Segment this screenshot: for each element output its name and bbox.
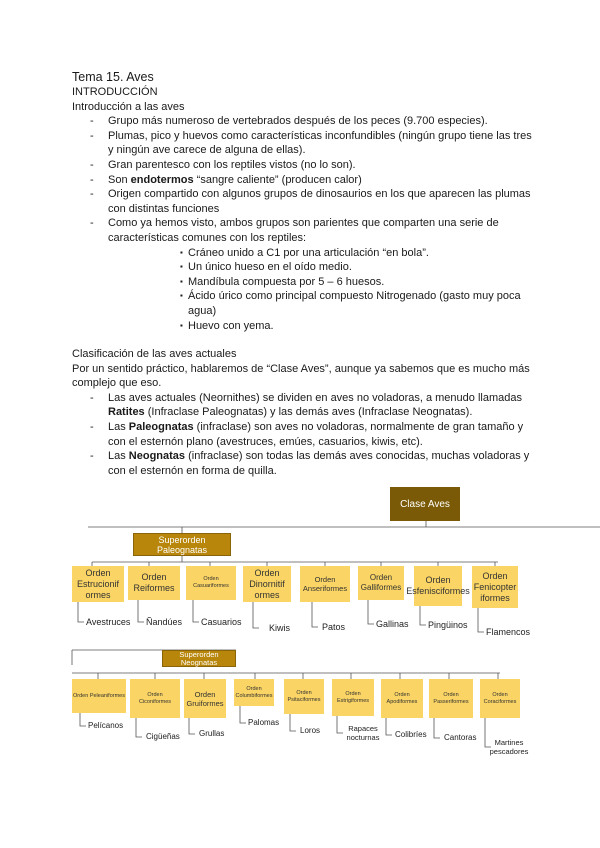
leaf-label: Casuarios <box>201 617 242 627</box>
order-node: Orden Reiformes <box>128 566 180 600</box>
bold-term: Ratites <box>108 406 145 419</box>
text-run: Como ya hemos visto, ambos grupos son parientes que comparten una serie de características comunes con los reptiles: <box>108 217 499 244</box>
order-node: Orden Dinornitif ormes <box>243 566 291 602</box>
root-node: Clase Aves <box>390 487 460 521</box>
leaf-label: Loros <box>300 726 321 735</box>
intro-heading: Introducción a las aves <box>72 100 185 113</box>
leaf-label: Gallinas <box>376 619 409 629</box>
text-run: Las <box>108 450 129 463</box>
order-node: Orden Psitaciformes <box>284 679 324 714</box>
order-node: Orden Anseriformes <box>300 566 350 602</box>
leaf-label: Colibríes <box>395 730 427 739</box>
bold-term: Paleognatas <box>128 421 194 434</box>
list-item: - Gran parentesco con los reptiles vistos (no lo son). <box>72 158 532 173</box>
order-node: Orden Peleaniformes <box>72 679 126 713</box>
leaf-label: Cigüeñas <box>146 732 180 741</box>
text-run: (infraclase) son todas las demás aves conocidas, muchas voladoras y con el esternón en forma de quilla. <box>108 450 530 477</box>
list-item: - Origen compartido con algunos grupos de dinosaurios en los que aparecen las plumas con distintas funciones <box>72 187 532 216</box>
superorder-paleognatas: Superorden Paleognatas <box>133 533 231 556</box>
order-node: Orden Ciconiformes <box>130 679 180 718</box>
section-heading: INTRODUCCIÓN <box>72 86 158 98</box>
order-node: Orden Columbiformes <box>234 679 274 706</box>
bold-term: Neognatas <box>128 450 186 463</box>
order-node: Orden Coraciformes <box>480 679 520 718</box>
classification-intro: Por un sentido práctico, hablaremos de “Clase Aves”, aunque ya sabemos que es mucho más complejo que eso. <box>72 362 530 390</box>
order-node: Orden Fenicopter iformes <box>472 566 518 608</box>
leaf-label: Palomas <box>248 718 280 727</box>
text-run: (Infraclase Paleognatas) y las demás aves (Infraclase Neognatas). <box>144 406 473 419</box>
superorder-neognatas: Superorden Neognatas <box>162 650 236 667</box>
leaf-label: Avestruces <box>86 617 131 627</box>
order-node: Orden Casuariformes <box>186 566 236 600</box>
leaf-label: Pelícanos <box>88 721 124 730</box>
bold-term: endotermos <box>130 173 194 186</box>
order-node: Orden Galliformes <box>358 566 404 600</box>
order-node: Orden Estrigiformes <box>332 679 374 716</box>
sub-item: ▪ Huevo con yema. <box>108 319 532 334</box>
order-node: Orden Estrucionif ormes <box>72 566 124 602</box>
order-node: Orden Passeriformes <box>429 679 473 718</box>
leaf-label: Patos <box>322 622 346 632</box>
leaf-label: Ñandúes <box>146 617 183 627</box>
leaf-label: Martines pescadores <box>489 738 529 756</box>
text-run: Las <box>108 421 129 434</box>
text-run: (infraclase) son aves no voladoras, normalmente de gran tamaño y con el esternón plano (avestruces, emúes, casuarios, kiwis, etc). <box>108 421 524 448</box>
sub-item: ▪ Mandíbula compuesta por 5 – 6 huesos. <box>108 275 532 290</box>
leaf-label: Rapaces nocturnas <box>346 724 380 742</box>
sub-item: ▪ Un único hueso en el oído medio. <box>108 260 532 275</box>
sub-item: ▪ Ácido úrico como principal compuesto Nitrogenado (gasto muy poca agua) <box>108 289 532 318</box>
order-node: Orden Apodiformes <box>381 679 423 718</box>
leaf-label: Kiwis <box>269 623 291 633</box>
leaf-label: Flamencos <box>486 627 531 637</box>
list-item: - Grupo más numeroso de vertebrados después de los peces (9.700 especies). <box>72 114 532 129</box>
list-item: - Plumas, pico y huevos como características inconfundibles (ningún grupo tiene las tres y ningún ave carece de alguna de ellas). <box>72 129 532 158</box>
leaf-label: Cantoras <box>444 733 477 742</box>
leaf-label: Pingüinos <box>428 620 468 630</box>
order-node: Orden Gruiformes <box>184 679 226 718</box>
page-title: Tema 15. Aves <box>72 70 154 84</box>
text-run: “sangre caliente” (producen calor) <box>193 173 362 186</box>
order-node: Orden Esfenisciformes <box>414 566 462 606</box>
classification-heading: Clasificación de las aves actuales <box>72 348 237 361</box>
text-run: Las aves actuales (Neornithes) se dividen en aves no voladoras, a menudo llamadas <box>108 391 522 404</box>
sub-item: ▪ Cráneo unido a C1 por una articulación “en bola”. <box>108 246 532 261</box>
leaf-label: Grullas <box>199 729 225 738</box>
text-run: Son <box>108 173 131 186</box>
